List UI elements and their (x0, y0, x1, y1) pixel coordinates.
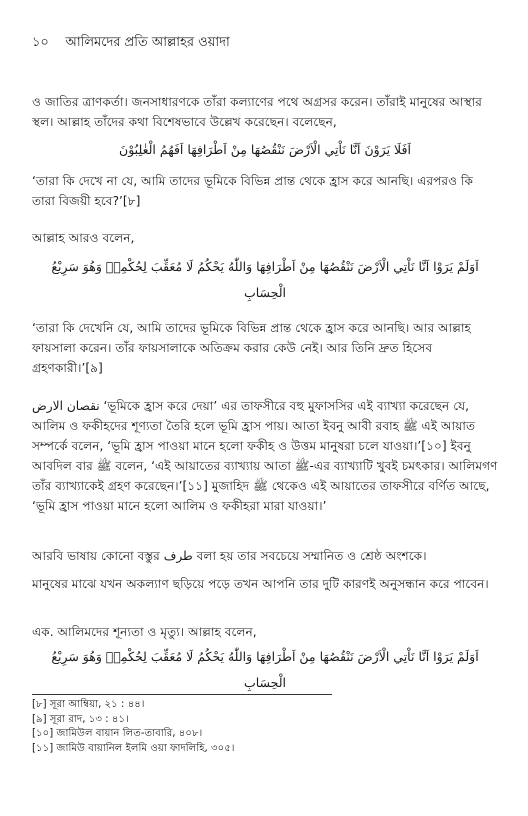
arabic-verse-2: اَوَلَمْ يَرَوْا اَنَّا نَاْتِي الْاَرْضَ نَنْقُصُهَا مِنْ اَطْرَافِهَا وَاللّٰهُ يَحْكُمُ لَا مُعَقِّبَ لِحُكْمِهٖ وَهُوَ سَرِيْعُ الْحِسَابِ (51, 259, 479, 300)
paragraph-5: نقصان الارض ‘ভূমিকে হ্রাস করে দেয়া’ এর তাফসীরে বহু মুফাসসির এই ব্যাখ্যা করেছেন যে, আলিম ও ফকীহদের শূণ্যতা তৈরি হলে ভূমি হ্রাস পায়। আতা ইবনু আবী রবাহ ﷺ এই আয়াত সম্পর্কে বলেন, ‘ভূমি হ্রাস পাওয়া মানে হলো ফকীহ ও উত্তম মানুষরা চলে যাওয়া।’[১০] ইবনু আবদিল বার ﷺ বলেন, ‘এই আয়াতের ব্যাখ্যায় আতা ﷺ-এর ব্যাখ্যাটি খুবই চমৎকার। আলিমগণ তাঁর ব্যাখ্যাকেই গ্রহণ করেছেন।’[১১] মুজাহিদ ﷺ থেকেও এই আয়াতের তাফসীরে বর্ণিত আছে, ‘ভূমি হ্রাস পাওয়া মানে হলো আলিম ও ফকীহরা মারা যাওয়া।’ (32, 399, 498, 513)
paragraph-2: ‘তারা কি দেখে না যে, আমি তাদের ভূমিকে বিভিন্ন প্রান্ত থেকে হ্রাস করে আনছি। এরপরও কি তারা বিজয়ী হবে?’[৮] (32, 174, 473, 208)
paragraph-4: ‘তারা কি দেখেনি যে, আমি তাদের ভূমিকে বিভিন্ন প্রান্ত থেকে হ্রাস করে আনছি। আর আল্লাহ ফায়সালা করেন। তাঁর ফায়সালাকে অতিক্রম করার কেউ নেই। আর তিনি দ্রুত হিসেব গ্রহণকারী।’[৯] (32, 321, 471, 375)
paragraph-3: আল্লাহ আরও বলেন, (32, 231, 135, 245)
footnote-9: [৯] সূরা রাদ, ১৩ : ৪১। (32, 713, 129, 725)
paragraph-7: মানুষের মাঝে যখন অকল্যাণ ছড়িয়ে পড়ে তখন আপনি তার দুটি কারণই অনুসন্ধান করে পাবেন। (32, 577, 489, 591)
footnote-10: [১০] জামিউল বায়ান লিত-তাবারি, ৪০৮। (32, 728, 203, 739)
page-number: ১০ (32, 35, 49, 50)
paragraph-8: এক. আলিমদের শূন্যতা ও মৃত্যু। আল্লাহ বলেন, (32, 625, 257, 639)
arabic-verse-3: اَوَلَمْ يَرَوْا اَنَّا نَاْتِي الْاَرْضَ نَنْقُصُهَا مِنْ اَطْرَافِهَا وَاللّٰهُ يَحْكُمُ لَا مُعَقِّبَ لِحُكْمِهٖ وَهُوَ سَرِيْعُ الْحِسَابِ (51, 649, 479, 690)
footnote-11: [১১] জামিউ বায়ানিল ইলমি ওয়া ফাদলিহি, ৩০৫। (32, 742, 235, 754)
footnote-8: [৮] সূরা আম্বিয়া, ২১ : ৪৪। (32, 699, 145, 710)
paragraph-6: আরবি ভাষায় কোনো বস্তুর طرف বলা হয় তার সবচেয়ে সম্মানিত ও শ্রেষ্ঠ অংশকে। (32, 549, 427, 563)
footnotes (32, 698, 235, 756)
footnote-separator (32, 694, 332, 695)
page-header (32, 33, 230, 54)
paragraph-1: ও জাতির ত্রাণকর্তা। জনসাধারণকে তাঁরা কল্যাণের পথে অগ্রসর করেন। তাঁরাই মানুষের আস্থার স্থল। আল্লাহ তাঁদের কথা বিশেষভাবে উল্লেখ করেছেন। বলেছেন, (32, 95, 482, 129)
arabic-verse-1: اَفَلَا يَرَوْنَ اَنَّا نَاْتِي الْاَرْضَ نَنْقُصُهَا مِنْ اَطْرَافِهَا اَفَهُمُ الْغٰلِبُوْنَ (119, 142, 411, 157)
running-title: আলিমদের প্রতি আল্লাহর ওয়াদা (65, 35, 230, 50)
